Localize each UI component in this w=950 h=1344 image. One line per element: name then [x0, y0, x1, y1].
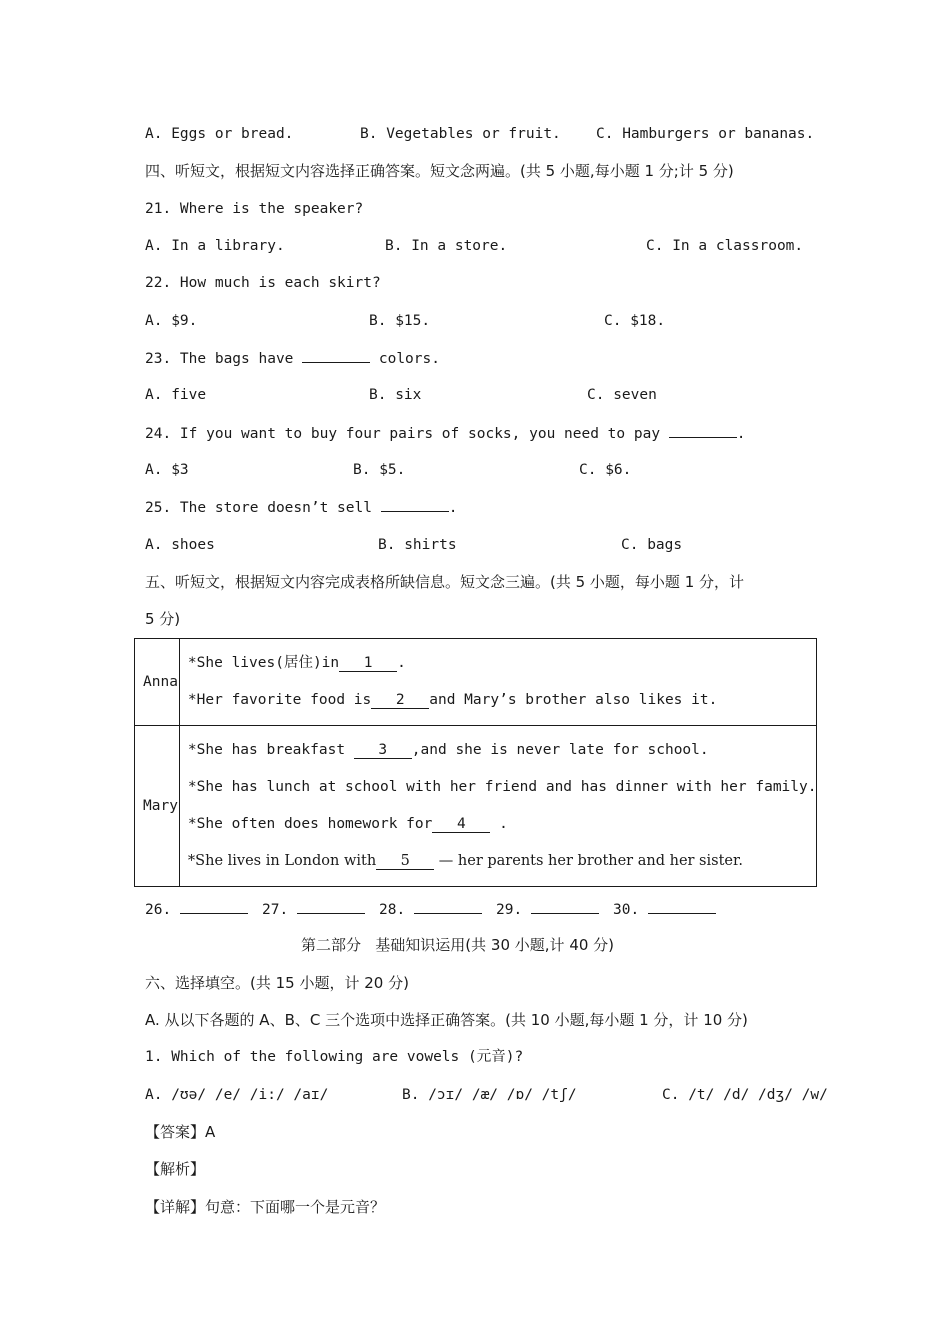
sectionA-heading: A. 从以下各题的 A、B、C 三个选项中选择正确答案。(共 10 小题,每小题 1 分，计 10 分) — [145, 1011, 748, 1029]
q23-option-a: A. five — [145, 387, 207, 403]
blank-1: 1 — [339, 655, 397, 672]
q1-question: 1. Which of the following are vowels (元音)? — [145, 1049, 524, 1065]
q25-question: 25. The store doesn’t sell . — [145, 497, 457, 518]
q25-blank — [381, 497, 449, 512]
answer-label: 【答案】A — [145, 1123, 216, 1141]
table-row-mary — [135, 726, 817, 887]
answer-blank-29: 29. — [496, 899, 599, 920]
q20-option-a: A. Eggs or bread. — [145, 126, 294, 142]
mary-line-4: *She lives in London with 5 — her parents her brother and her sister. — [187, 853, 743, 869]
q1-option-a: A. /ʊə/ /e/ /i:/ /aɪ/ — [145, 1087, 329, 1103]
q20-option-c: C. Hamburgers or bananas. — [596, 126, 815, 142]
q21-option-c: C. In a classroom. — [646, 238, 804, 254]
q24-option-c: C. $6. — [579, 462, 632, 478]
q23-blank — [302, 348, 370, 363]
q24-option-a: A. $3 — [145, 462, 189, 478]
analysis-label: 【解析】 — [145, 1160, 206, 1178]
q22-option-a: A. $9. — [145, 313, 198, 329]
anna-name-cell: Anna — [135, 639, 180, 726]
q21-option-b: B. In a store. — [385, 238, 508, 254]
q21-question: 21. Where is the speaker? — [145, 201, 364, 217]
q1-option-c: C. /t/ /d/ /dʒ/ /w/ — [662, 1087, 828, 1103]
answer-blank-27: 27. — [262, 899, 365, 920]
answer-blank-30: 30. — [613, 899, 716, 920]
mary-content-cell — [179, 726, 817, 887]
q24-blank — [669, 423, 737, 438]
section4-heading: 四、听短文，根据短文内容选择正确答案。短文念两遍。(共 5 小题,每小题 1 分;计 5 分) — [145, 162, 734, 180]
blank-4: 4 — [432, 816, 490, 833]
q23-question: 23. The bags have colors. — [145, 348, 440, 369]
q25-option-b: B. shirts — [378, 537, 457, 553]
q24-question: 24. If you want to buy four pairs of socks, you need to pay . — [145, 423, 746, 444]
detail-label: 【详解】句意：下面哪一个是元音？ — [145, 1198, 386, 1216]
info-table — [134, 638, 817, 887]
section5-heading-line1: 五、听短文，根据短文内容完成表格所缺信息。短文念三遍。(共 5 小题，每小题 1 分，计 — [145, 573, 745, 591]
anna-line-2: *Her favorite food is 2 and Mary’s brother also likes it. — [187, 692, 718, 708]
mary-line-1: *She has breakfast 3 ,and she is never late for school. — [187, 742, 709, 758]
mary-line-2: *She has lunch at school with her friend and has dinner with her family. — [187, 779, 817, 795]
anna-line-1: *She lives(居住)in 1 . — [187, 655, 406, 671]
q23-option-c: C. seven — [587, 387, 657, 403]
q23-option-b: B. six — [369, 387, 422, 403]
table-row-anna — [135, 639, 817, 726]
q21-option-a: A. In a library. — [145, 238, 285, 254]
q20-option-b: B. Vegetables or fruit. — [360, 126, 561, 142]
q1-option-b: B. /ɔɪ/ /æ/ /ɒ/ /tʃ/ — [402, 1087, 577, 1103]
blank-5: 5 — [376, 853, 434, 870]
answer-blank-26: 26. — [145, 899, 248, 920]
answer-blank-28: 28. — [379, 899, 482, 920]
q24-option-b: B. $5. — [353, 462, 406, 478]
blank-3: 3 — [354, 742, 412, 759]
anna-content-cell — [179, 639, 817, 726]
q22-option-c: C. $18. — [604, 313, 666, 329]
blank-2: 2 — [371, 692, 429, 709]
q22-option-b: B. $15. — [369, 313, 431, 329]
mary-name-cell: Mary — [135, 726, 180, 887]
mary-line-3: *She often does homework for 4 . — [187, 816, 508, 832]
section5-heading-line2: 5 分) — [145, 610, 181, 628]
q25-option-c: C. bags — [621, 537, 683, 553]
q25-option-a: A. shoes — [145, 537, 215, 553]
section6-heading: 六、选择填空。(共 15 小题，计 20 分) — [145, 974, 409, 992]
part2-heading: 第二部分 基础知识运用(共 30 小题,计 40 分) — [301, 936, 615, 954]
q22-question: 22. How much is each skirt? — [145, 275, 381, 291]
